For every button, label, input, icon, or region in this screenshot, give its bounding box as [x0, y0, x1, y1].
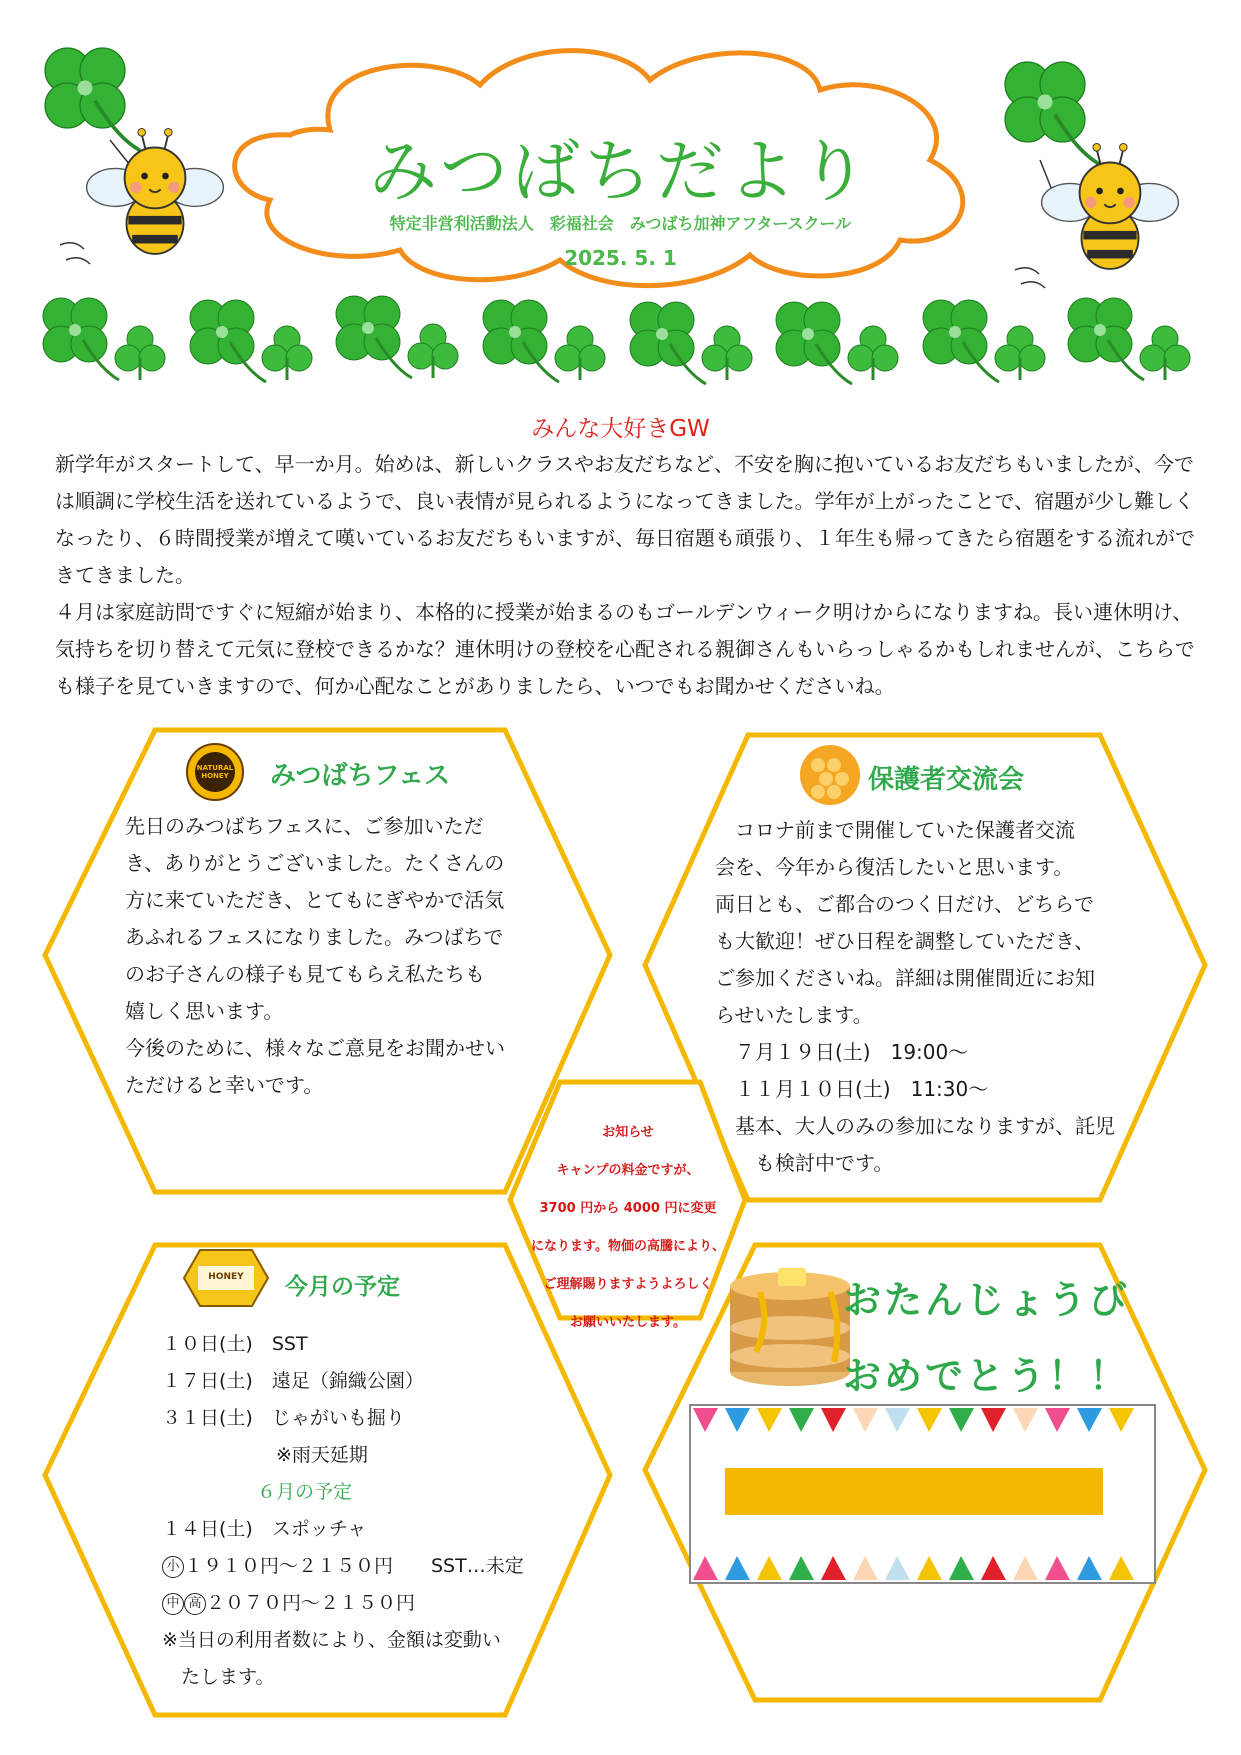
fee-secondary-text: ２０７０円～２１５０円: [206, 1592, 416, 1614]
fes-line: 先日のみつばちフェスに、ご参加いただ: [125, 814, 484, 838]
guardian-line: １１月１０日(土) 11:30～: [715, 1077, 989, 1101]
birthday-line: おたんじょうび: [843, 1278, 1131, 1322]
schedule-item: １７日(土) 遠足（錦織公園）: [162, 1370, 424, 1392]
newsletter-title: みつばちだより: [369, 133, 872, 212]
guardian-line: も検討中です。: [715, 1151, 894, 1175]
fes-line: 方に来ていただき、とてもにぎやかで活気: [125, 888, 505, 912]
schedule-item: ３１日(土) じゃがいも掘り: [162, 1407, 405, 1429]
fes-heading: みつばちフェス: [270, 761, 451, 791]
honey-badge-label: NATURAL HONEY: [196, 764, 234, 780]
intro-title: みんな大好きGW: [531, 416, 710, 442]
notice-line: 3700 円から 4000 円に変更: [539, 1201, 717, 1216]
schedule-note: ※雨天延期: [162, 1444, 368, 1466]
birthday-line: おめでとう！！: [843, 1354, 1131, 1398]
guardian-text: [715, 812, 1115, 1182]
guardian-line: 基本、大人のみの参加になりますが、託児: [715, 1114, 1115, 1138]
schedule-heading: 今月の予定: [285, 1274, 400, 1300]
guardian-line: らせいたします。: [715, 1003, 873, 1027]
fes-line: 嬉しく思います。: [125, 999, 284, 1023]
fes-line: 今後のために、様々なご意見をお聞かせい: [125, 1036, 505, 1060]
notice-line: お願いいたします。: [570, 1315, 686, 1330]
fes-line: のお子さんの様子も見てもらえ私たちも: [125, 962, 485, 986]
notice-line: キャンプの料金ですが、: [556, 1163, 700, 1178]
schedule-item: １０日(土) SST: [162, 1333, 308, 1355]
schedule-item: １４日(土) スポッチャ: [162, 1518, 367, 1540]
intro-text: [55, 446, 1195, 705]
pancake-icon: [730, 1268, 850, 1386]
honeycomb-icon: [800, 745, 860, 805]
fes-line: き、ありがとうございました。たくさんの: [125, 851, 505, 875]
notice-line: お知らせ: [602, 1125, 654, 1140]
high-school-mark: 高: [184, 1593, 206, 1615]
guardian-line: 両日とも、ご都合のつく日だけ、どちらで: [715, 892, 1094, 916]
fee-note: ※当日の利用者数により、金額は変動い: [162, 1629, 501, 1651]
fee-secondary: [162, 1585, 524, 1622]
fee-elementary: [162, 1548, 524, 1585]
honey-label-text: HONEY: [208, 1272, 244, 1282]
fes-text: [125, 808, 505, 1104]
guardian-line: コロナ前まで開催していた保護者交流: [715, 818, 1075, 842]
elementary-mark: 小: [162, 1556, 184, 1578]
intro-paragraph: 新学年がスタートして、早一か月。始めは、新しいクラスやお友だちなど、不安を胸に抱いているお友だちもいましたが、今では順調に学校生活を送れているようで、良い表情が見られるようになってきました。学年が上がったことで、宿題が少し難しくなったり、６時間授業が増えて嘆いているお友だちもいますが、毎日宿題も頑張り、１年生も帰ってきたら宿題をする流れができてきました。: [55, 452, 1195, 587]
fee-note: たします。: [162, 1666, 275, 1688]
fes-line: ただけると幸いです。: [125, 1073, 324, 1097]
intro-paragraph: ４月は家庭訪問ですぐに短縮が始まり、本格的に授業が始まるのもゴールデンウィーク明けからになりますね。長い連休明け、気持ちを切り替えて元気に登校できるかな？連休明けの登校を心配される親御さんもいらっしゃるかもしれませんが、こちらでも様子を見ていきますので、何か心配なことがありましたら、いつでもお聞かせくださいね。: [55, 600, 1195, 698]
june-schedule-label: ６月の予定: [162, 1481, 353, 1503]
fes-line: あふれるフェスになりました。みつばちで: [125, 925, 504, 949]
schedule-list: [162, 1326, 524, 1696]
issue-date: 2025. 5. 1: [564, 246, 677, 270]
guardian-line: ご参加くださいね。詳細は開催間近にお知: [715, 966, 1095, 990]
notice-line: ご理解賜りますようよろしく: [543, 1277, 713, 1292]
notice-line: になります。物価の高騰により、: [531, 1239, 725, 1254]
guardian-heading: 保護者交流会: [868, 765, 1025, 795]
guardian-line: も大歓迎！ぜひ日程を調整していただき、: [715, 929, 1095, 953]
guardian-line: 会を、今年から復活したいと思います。: [715, 855, 1074, 879]
fee-elementary-text: １９１０円～２１５０円 SST…未定: [184, 1555, 524, 1577]
birthday-message: [843, 1262, 1130, 1414]
guardian-line: ７月１９日(土) 19:00～: [715, 1040, 969, 1064]
organization-name: 特定非営利活動法人 彩福社会 みつばち加神アフタースクール: [389, 214, 852, 233]
camp-fee-notice: [508, 1114, 748, 1342]
birthday-name-bar: [725, 1468, 1103, 1515]
junior-high-mark: 中: [162, 1593, 184, 1615]
clover-row: [43, 296, 1190, 384]
